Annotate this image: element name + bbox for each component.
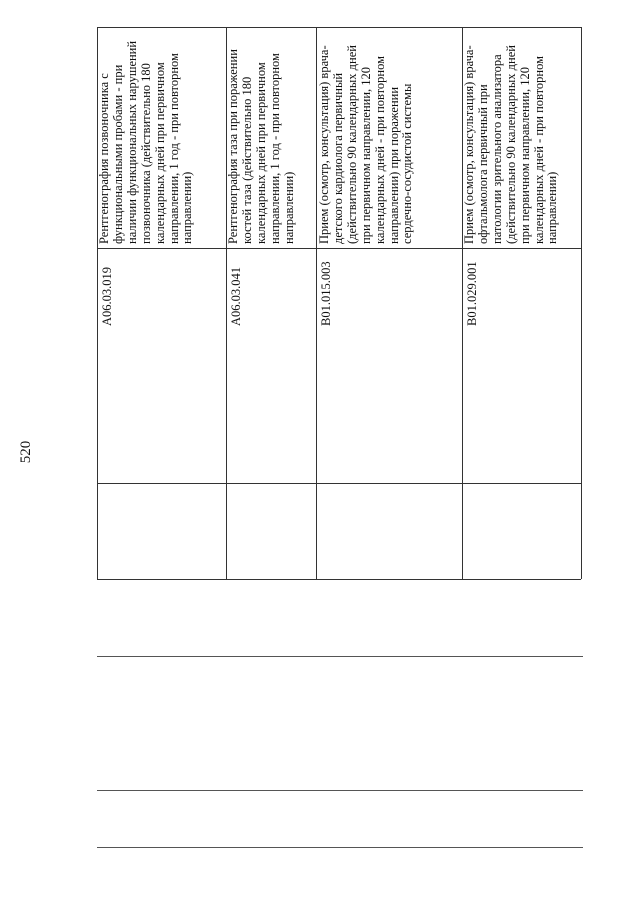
rule-line	[97, 847, 583, 848]
service-description: Рентгенография позвоночника с функциональными пробами - при наличии функциональных нарушений позвоночника (действительно 180 календарных дней при первичном направлении, 1 год - при повторном направлении)	[97, 40, 195, 244]
service-code: A06.03.019	[100, 266, 114, 326]
table-border-top	[97, 27, 581, 28]
page-number: 520	[18, 440, 34, 464]
service-description: Прием (осмотр, консультация) врача-детского кардиолога первичный (действительно 90 календарных дней при первичном направлении, 120 календарных дней - при повторном направлении) при поражении сердечно-сосудистой системы	[317, 45, 415, 244]
column-separator	[97, 483, 581, 484]
service-description: Рентгенография таза при поражении костей таза (действительно 180 календарных дней при первичном направлении, 1 год - при повторном направлении)	[226, 49, 296, 244]
table-border-bottom	[97, 579, 581, 580]
rule-line	[97, 656, 583, 657]
service-code: B01.029.001	[465, 261, 479, 326]
rule-line	[97, 790, 583, 791]
row-separator	[581, 27, 582, 579]
column-separator	[97, 248, 581, 249]
service-code: A06.03.041	[229, 266, 243, 326]
service-code: B01.015.003	[319, 261, 333, 326]
service-description: Прием (осмотр, консультация) врача-офтальмолога первичный при патологии зрительного анализатора (действительно 90 календарных дней при первичном направлении, 120 календарных дней - при повторном направлении)	[462, 45, 560, 244]
